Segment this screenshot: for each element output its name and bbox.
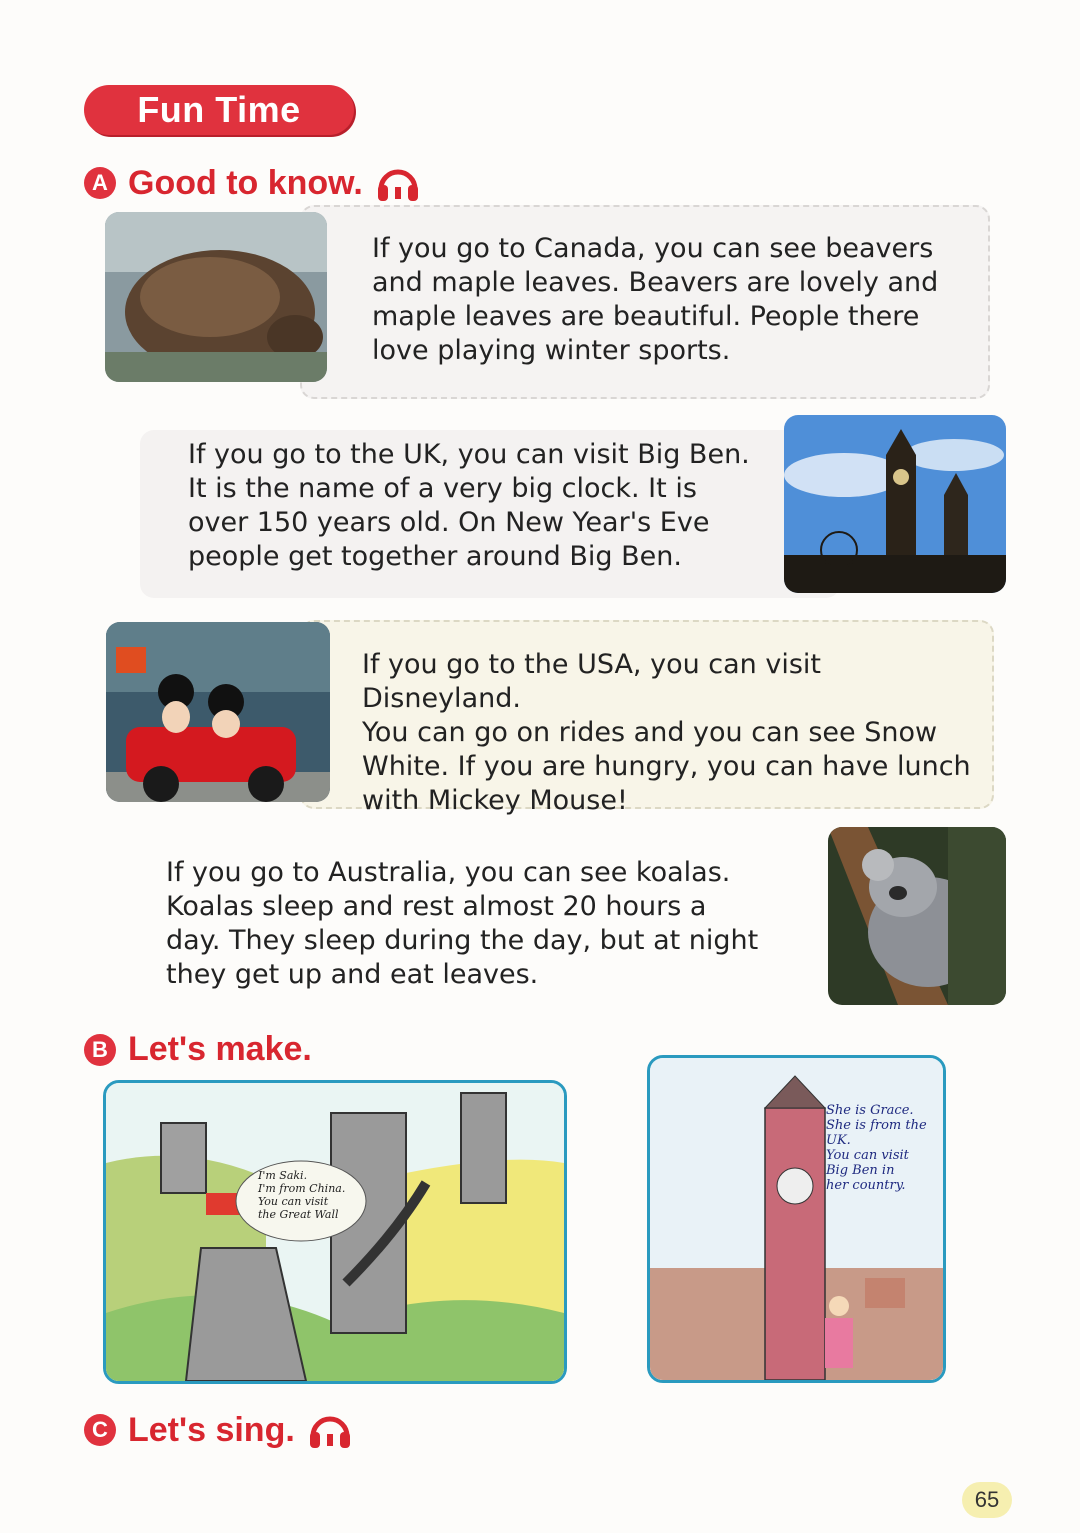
- fact-text-uk: If you go to the UK, you can visit Big Ben. It is the name of a very big clock. It is over 150 years old. On New Year's Eve people get together around Big Ben.: [188, 439, 750, 572]
- section-b-heading: [84, 1030, 312, 1069]
- big-ben-photo: [784, 415, 1006, 593]
- section-c-badge: C: [84, 1414, 116, 1446]
- fun-time-banner: [84, 85, 354, 135]
- great-wall-drawing: [103, 1080, 567, 1384]
- koala-photo: [828, 827, 1006, 1005]
- big-ben-drawing: [647, 1055, 946, 1383]
- fact-text-canada: If you go to Canada, you can see beavers and maple leaves. Beavers are lovely and maple leaves are beautiful. People there love playing winter sports.: [372, 233, 939, 366]
- page-number: 65: [962, 1482, 1012, 1518]
- fact-text-usa: If you go to the USA, you can visit Disneyland. You can go on rides and you can see Snow White. If you are hungry, you can have lunch with Mickey Mouse!: [362, 649, 971, 816]
- section-c-title: Let's sing.: [128, 1410, 295, 1449]
- page-title: Fun Time: [137, 89, 301, 130]
- section-b-badge: B: [84, 1034, 116, 1066]
- section-a-title: Good to know.: [128, 163, 363, 202]
- great-wall-caption: I'm Saki. I'm from China. You can visit the Great Wall: [258, 1169, 346, 1221]
- fact-text-australia: If you go to Australia, you can see koalas. Koalas sleep and rest almost 20 hours a day. They sleep during the day, but at night they get up and eat leaves.: [166, 857, 759, 990]
- headphones-icon[interactable]: [375, 163, 421, 203]
- section-a-badge: A: [84, 167, 116, 199]
- section-b-title: Let's make.: [128, 1030, 312, 1068]
- disneyland-photo: [106, 622, 330, 802]
- big-ben-caption: She is Grace. She is from the UK. You can visit Big Ben in her country.: [826, 1103, 927, 1193]
- beaver-photo: [105, 212, 327, 382]
- section-c-heading: [84, 1410, 353, 1450]
- section-a-heading: [84, 163, 421, 203]
- headphones-icon[interactable]: [307, 1410, 353, 1450]
